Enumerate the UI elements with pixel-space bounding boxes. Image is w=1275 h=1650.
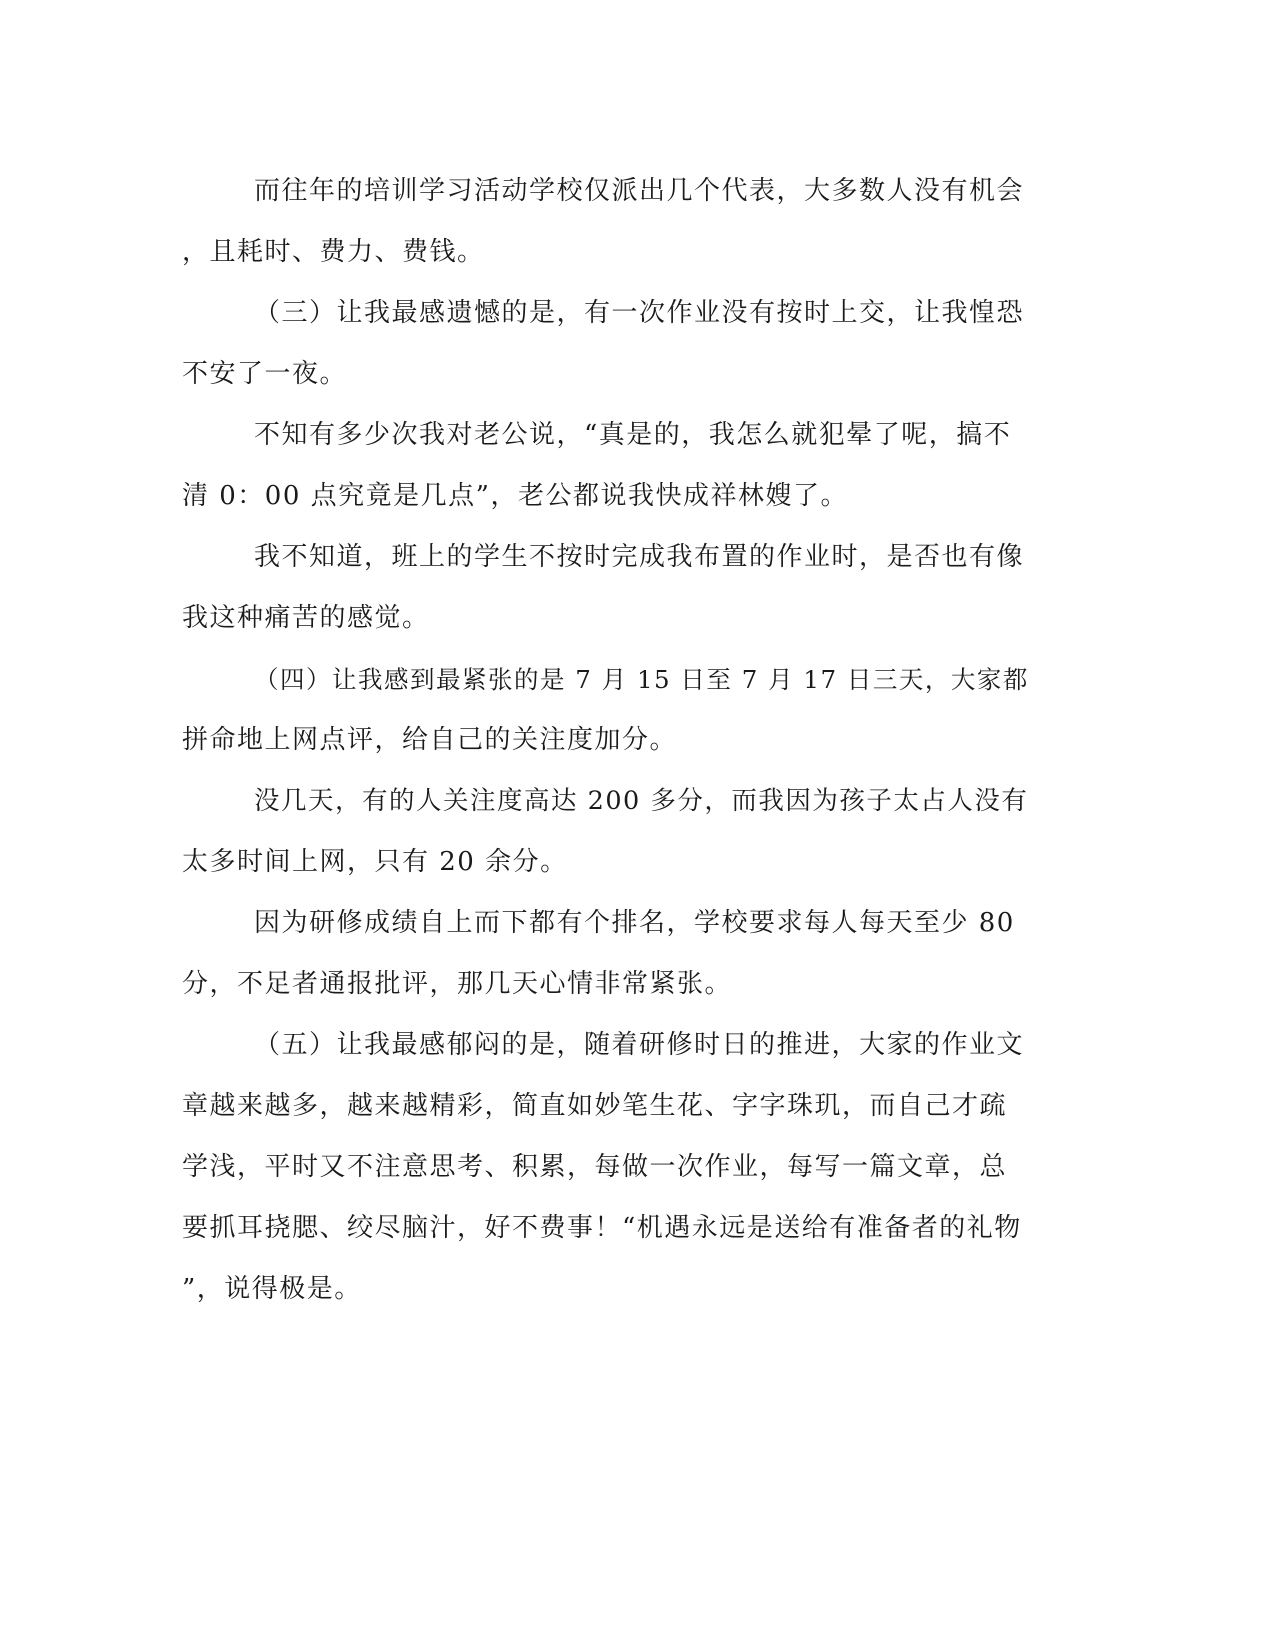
text-line: 不知有多少次我对老公说，“真是的，我怎么就犯晕了呢，搞不: [254, 420, 1012, 450]
text-line: 我这种痛苦的感觉。: [182, 603, 430, 633]
paragraph: [182, 405, 1032, 527]
paragraph: [182, 649, 1032, 771]
text-line: 章越来越多，越来越精彩，简直如妙笔生花、字字珠玑，而自己才疏: [182, 1091, 1008, 1121]
text-line: 要抓耳挠腮、绞尽脑汁，好不费事！“机遇永远是送给有准备者的礼物: [182, 1213, 1022, 1243]
text-line: 没几天，有的人关注度高达 200 多分，而我因为孩子太占人没有: [254, 786, 1029, 816]
text-line: （三）让我最感遗憾的是，有一次作业没有按时上交，让我惶恐: [254, 298, 1025, 328]
text-line: （五）让我最感郁闷的是，随着研修时日的推进，大家的作业文: [254, 1030, 1025, 1060]
text-line: 不安了一夜。: [182, 359, 348, 389]
text-line: 学浅，平时又不注意思考、积累，每做一次作业，每写一篇文章，总: [182, 1152, 1008, 1182]
text-line: 因为研修成绩自上而下都有个排名，学校要求每人每天至少 80: [254, 908, 1015, 938]
paragraph: [182, 1015, 1032, 1320]
paragraph: [182, 161, 1032, 283]
text-line: 清 0：00 点究竟是几点”，老公都说我快成祥林嫂了。: [182, 481, 848, 511]
paragraph: [182, 771, 1032, 893]
paragraph: [182, 893, 1032, 1015]
paragraph: [182, 283, 1032, 405]
text-line: 分，不足者通报批评，那几天心情非常紧张。: [182, 969, 733, 999]
text-line: 拼命地上网点评，给自己的关注度加分。: [182, 725, 678, 755]
text-line: （四）让我感到最紧张的是 7 月 15 日至 7 月 17 日三天，大家都: [254, 665, 1029, 694]
text-line: 太多时间上网，只有 20 余分。: [182, 847, 568, 877]
text-line: 而往年的培训学习活动学校仅派出几个代表，大多数人没有机会: [254, 176, 1025, 206]
text-line: 我不知道，班上的学生不按时完成我布置的作业时，是否也有像: [254, 542, 1025, 572]
text-line: ，且耗时、费力、费钱。: [182, 237, 485, 267]
paragraph: [182, 527, 1032, 649]
text-line: ”，说得极是。: [182, 1274, 362, 1304]
document-body: [182, 161, 1032, 1320]
